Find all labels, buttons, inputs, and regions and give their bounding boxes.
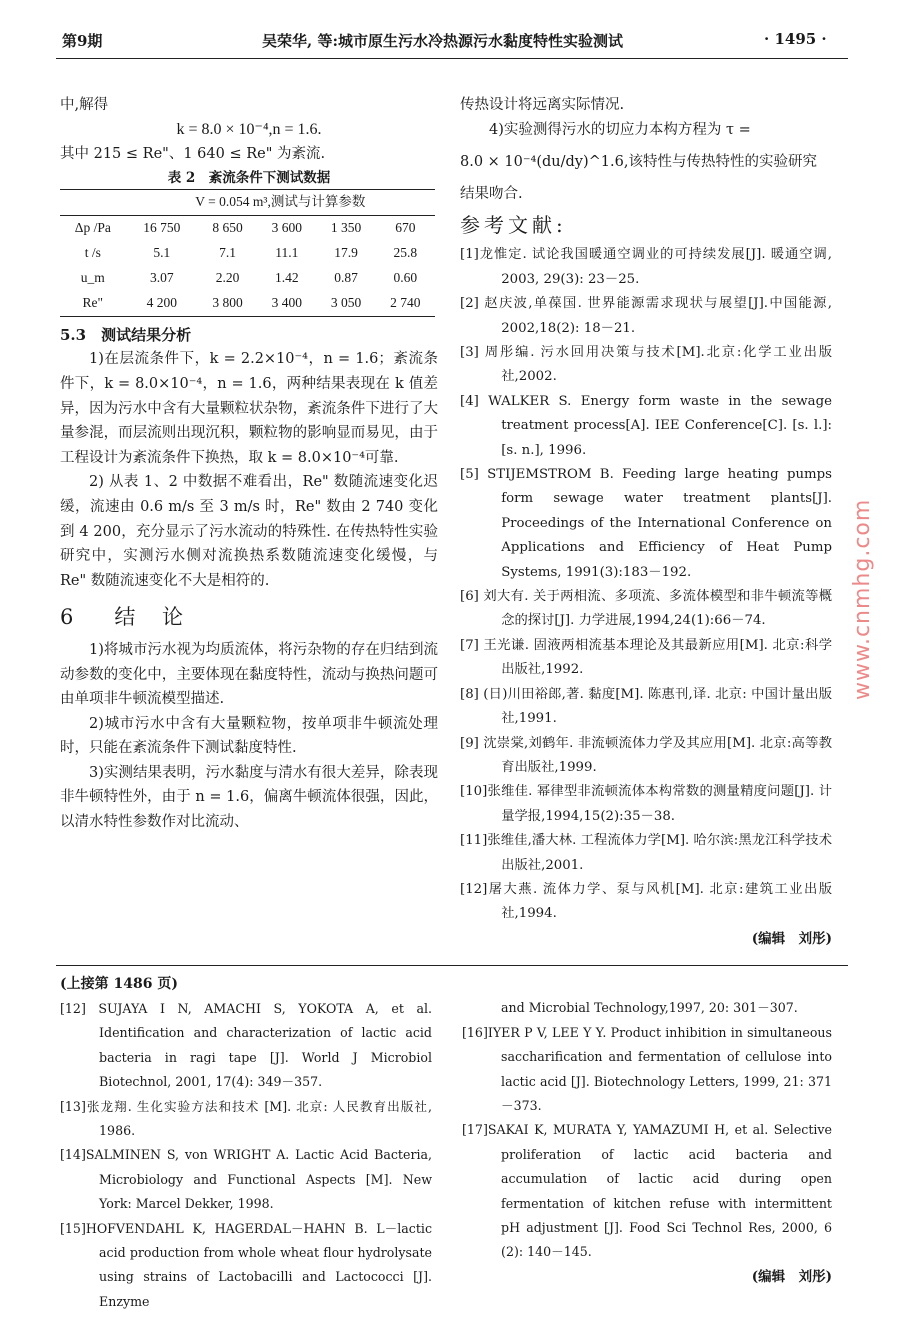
data-table [60,189,435,317]
watermark: www.cnmhg.com [850,498,875,700]
section-divider [56,965,848,966]
right-column [460,93,832,951]
intro-text: 中,解得 [60,97,109,113]
cell: 5.1 [153,244,171,260]
conclusion-1: 1)将城市污水视为均质流体，将污杂物的存在归结到流动参数的变化中，主要体现在黏度特性，流动与换热问题可由单项非牛顿流模型描述. [60,641,438,708]
bottom-right [462,972,832,1289]
table-row [60,241,435,266]
editor-note-bottom: (编辑 刘彤) [751,1268,832,1285]
reference-item: [17]SAKAI K, MURATA Y, YAMAZUMI H, et al. Selective proliferation of lactic acid bacteria and accumulation of lactic acid during open fermentation of kitchen refuse with intermittent pH adjustment [J]. Food Sci Technol Res, 2000, 6 (2): 140－145. [462,1122,832,1260]
constitutive-equation [460,142,832,182]
bottom-section [60,972,832,1314]
section-5-3-heading: 5.3 测试结果分析 [60,325,192,344]
page-number: · 1495 · [764,30,827,48]
conclusion-4: 4)实验测得污水的切应力本构方程为 τ = [489,121,751,138]
cell: 1 350 [330,219,362,235]
cell: 16 750 [143,219,181,235]
continued-note: (上接第 1486 页) [60,976,178,993]
reference-item: [6] 刘大有. 关于两相流、多项流、多流体模型和非牛顿流等概念的探讨[J]. 力学进展,1994,24(1):66－74. [460,589,832,629]
table-row [60,291,435,317]
left-column [60,93,438,835]
reference-item: [12] SUJAYA I N, AMACHI S, YOKOTA A, et al. Identification and characterization of lactic acid bacteria in ragi tape [J]. World J Microbiol Biotechnol, 2001, 17(4): 349－357. [60,1000,432,1090]
page-header [56,0,848,59]
cell: 2 740 [390,294,421,310]
bottom-right-references [462,1021,832,1265]
conclusion-3-continued: 传热设计将远离实际情况. [460,97,625,113]
reference-item: [1]龙惟定. 试论我国暖通空调业的可持续发展[J]. 暖通空调, 2003, 29(3): 23－25. [460,247,832,287]
conclusion-4-end: 结果吻合. [460,186,523,203]
running-title: 吴荣华, 等:城市原生污水冷热源污水黏度特性实验测试 [262,32,623,50]
reference-item: [9] 沈崇棠,刘鹤年. 非流顿流体力学及其应用[M]. 北京:高等教育出版社,1999. [460,735,832,775]
editor-note: (编辑 刘彤) [751,930,832,947]
analysis-paragraph-1: 1)在层流条件下，k = 2.2×10⁻⁴，n = 1.6；紊流条件下，k = 8.0×10⁻⁴，n = 1.6，两种结果表现在 k 值差异，因为污水中含有大量颗粒状杂物，紊流条件下进行了大量参混，而层流则出现沉积，颗粒物的影响显而易见，由于工程设计为紊流条件下换热，取 k = 8.0×10⁻⁴可靠. [60,351,438,466]
equation: 8.0 × 10⁻⁴(du/dy)^1.6 [460,154,624,171]
section-6-heading: 6 结 论 [60,605,194,630]
conclusion-3: 3)实测结果表明，污水黏度与清水有很大差异，除表现非牛顿特性外，由于 n = 1.6，偏离牛顿流体很强，因此，以清水特性参数作对比流动、 [60,764,438,831]
table-row [60,266,435,291]
reference-item: [2] 赵庆波,单葆国. 世界能源需求现状与展望[J].中国能源, 2002,18(2): 18－21. [460,296,832,336]
reference-item: [15]HOFVENDAHL K, HAGERDAL－HAHN B. L－lactic acid production from whole wheat flour hydrolysate using strains of Lactobacilli and Lactococci [J]. Enzyme [60,1220,432,1309]
reference-item: [4] WALKER S. Energy form waste in the sewage treatment process[A]. IEE Conference[C]. [s. l.]:[s. n.], 1996. [460,393,832,458]
reference-item: [12]屠大燕. 流体力学、泵与风机[M]. 北京:建筑工业出版社,1994. [460,881,832,922]
cell: 2.20 [215,269,240,285]
reference-item: [3] 周彤编. 污水回用决策与技术[M].北京:化学工业出版社,2002. [460,345,832,385]
reference-list [460,243,832,926]
bottom-left-references [60,997,432,1314]
table-span-header: V = 0.054 m³,测试与计算参数 [195,193,366,209]
conclusion-4-text: ,该特性与传热特性的实验研究 [623,154,817,171]
cell: 3 050 [330,294,362,310]
reference-item: [5] STIJEMSTROM B. Feeding large heating pumps form sewage water treatment plants[J]. Proceedings of the International Conference on Applications and Efficiency of Heat Pump Systems, 1991(3):183－192. [460,467,832,580]
cell: 670 [395,219,416,235]
analysis-paragraph-2: 2) 从表 1、2 中数据不难看出，Re" 数随流速变化迟缓，流速由 0.6 m/s 至 3 m/s 时，Re" 数由 2 740 变化到 4 200，充分显示了污水流动的特殊性. 在传热特性实验研究中，实测污水侧对流换热系数随流速变化缓慢，与 Re" 数随流速变化不大是相符的. [60,474,438,589]
table-row [60,215,435,241]
reference-item: [7] 王光谦. 固液两相流基本理论及其最新应用[M]. 北京:科学出版社,1992. [460,637,832,678]
row-label: t /s [84,244,101,260]
cell: 17.9 [334,244,358,260]
main-body [60,93,832,951]
reference-item: [11]张维佳,潘大林. 工程流体力学[M]. 哈尔滨:黑龙江科学技术出版社,2001. [460,833,832,873]
row-label: Δp /Pa [74,219,111,235]
equation-k-n: k = 8.0 × 10⁻⁴,n = 1.6. [176,120,322,138]
cell: 0.87 [334,269,358,285]
cell: 3.07 [150,269,174,285]
bottom-left [60,972,432,1314]
cell: 4 200 [146,294,177,310]
cell: 7.1 [219,244,237,260]
cell: 25.8 [393,244,418,260]
reference-continued: and Microbial Technology,1997, 20: 301－307. [501,1000,798,1016]
reference-item: [8] (日)川田裕郎,著. 黏度[M]. 陈惠刊,译. 北京: 中国计量出版社,1991. [460,686,832,727]
reference-item: [16]IYER P V, LEE Y Y. Product inhibition in simultaneous saccharification and fermentation of cellulose into lactic acid [J]. Biotechnology Letters, 1999, 21: 371－373. [462,1024,832,1113]
cell: 11.1 [275,244,299,260]
cell: 0.60 [393,269,418,285]
reynolds-range: 其中 215 ≤ Re"、1 640 ≤ Re" 为紊流. [60,146,326,163]
reference-item: [13]张龙翔. 生化实验方法和技术 [M]. 北京: 人民教育出版社, 1986. [60,1098,432,1138]
cell: 1.42 [275,269,299,285]
reference-item: [14]SALMINEN S, von WRIGHT A. Lactic Acid Bacteria, Microbiology and Functional Aspects [M]. New York: Marcel Dekker, 1998. [60,1147,432,1212]
cell: 3 800 [212,294,243,310]
row-label: Re" [82,294,104,310]
references-heading: 参考文献: [460,212,567,237]
cell: 3 400 [271,294,302,310]
table-caption: 表 2 紊流条件下测试数据 [167,169,331,186]
row-label: u_m [80,269,105,285]
issue-number: 第9期 [62,32,103,50]
reference-item: [10]张维佳. 幂律型非流顿流体本构常数的测量精度问题[J]. 计量学报,1994,15(2):35－38. [460,784,832,824]
conclusion-2: 2)城市污水中含有大量颗粒物，按单项非牛顿流处理时，只能在紊流条件下测试黏度特性. [60,715,438,757]
cell: 8 650 [212,219,243,235]
cell: 3 600 [271,219,302,235]
